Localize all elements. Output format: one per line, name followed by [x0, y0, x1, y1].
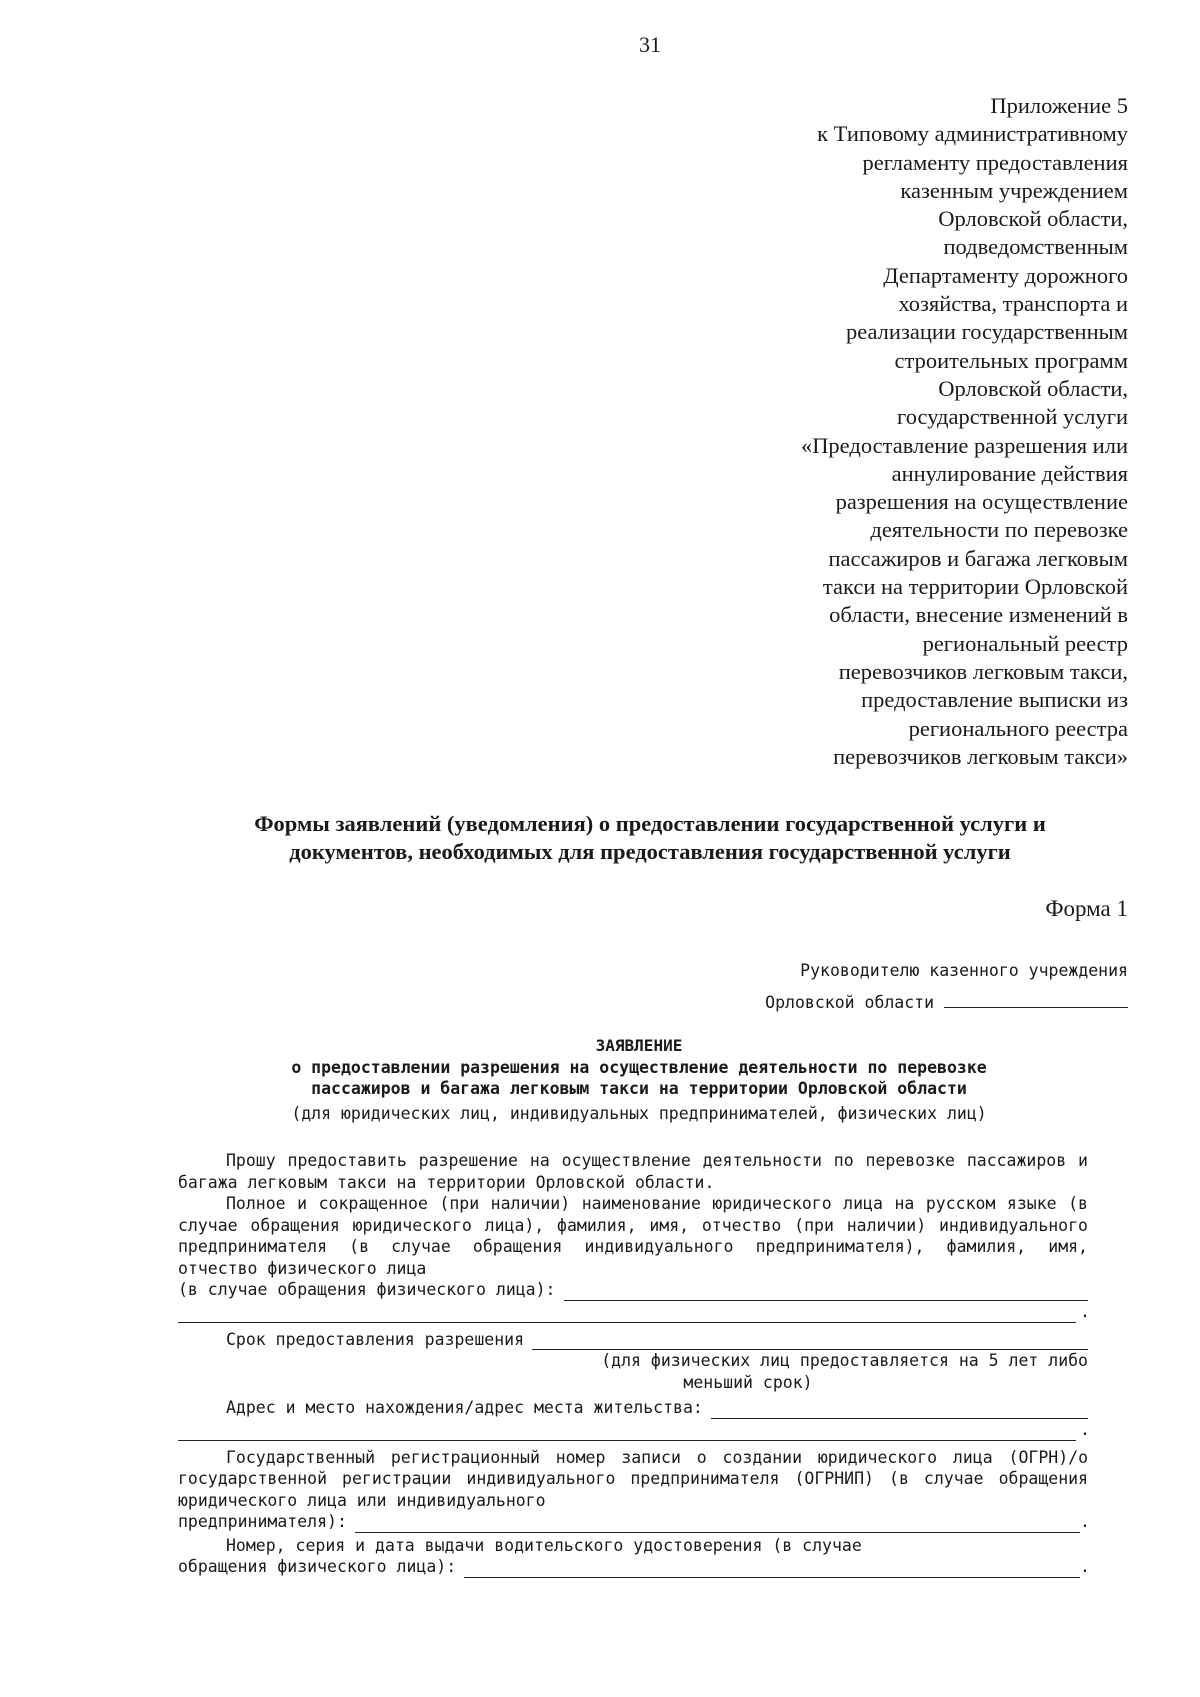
license-field-label: обращения физического лица): — [178, 1557, 457, 1576]
period: . — [1080, 1420, 1090, 1439]
appendix-line: государственной услуги — [897, 404, 1128, 430]
name-field-blank — [564, 1284, 1089, 1301]
address-field-row — [178, 1397, 1088, 1419]
ogrn-field-blank — [355, 1516, 1080, 1533]
appendix-line: Приложение 5 — [990, 93, 1128, 118]
term-field-row — [178, 1329, 1088, 1351]
term-hint: меньший срок) — [683, 1372, 813, 1392]
appendix-line: региональный реестр — [922, 630, 1128, 656]
address-field-blank-2 — [178, 1424, 1076, 1441]
appendix-line: предоставление выписки из — [861, 687, 1128, 713]
appendix-line: регламенту предоставления — [862, 149, 1128, 175]
appendix-line: Департаменту дорожного — [883, 262, 1128, 288]
appendix-line: регионального реестра — [908, 715, 1128, 741]
address-field-continuation — [178, 1419, 1088, 1441]
recipient-name-blank — [944, 991, 1128, 1008]
appendix-line: разрешения на осуществление — [835, 489, 1128, 515]
period: . — [1080, 1302, 1090, 1321]
forms-title — [160, 810, 1140, 866]
appendix-line: перевозчиков легковым такси» — [833, 743, 1128, 769]
appendix-line: области, внесение изменений в — [829, 602, 1128, 628]
term-field-label: Срок предоставления разрешения — [226, 1329, 525, 1349]
license-field-blank — [464, 1561, 1080, 1578]
ogrn-paragraph: Государственный регистрационный номер записи о создании юридического лица (ОГРН)/о государственной регистрации индивидуального предпринимателя (ОГРНИП) (в случае обращения юридического лица или индивидуального — [178, 1447, 1088, 1510]
appendix-line: к Типовому административному — [817, 121, 1128, 147]
license-field-row — [178, 1556, 1088, 1578]
term-field-blank — [532, 1333, 1088, 1350]
address-field-blank — [711, 1402, 1088, 1419]
appendix-line: перевозчиков легковым такси, — [838, 658, 1128, 684]
application-body — [178, 1150, 1088, 1578]
appendix-line: деятельности по перевозке — [870, 517, 1128, 543]
application-note: (для юридических лиц, индивидуальных предпринимателей, физических лиц) — [291, 1104, 987, 1123]
appendix-line: такси на территории Орловской — [822, 574, 1128, 600]
name-field-continuation — [178, 1301, 1088, 1323]
application-subtitle — [178, 1057, 1100, 1099]
name-paragraph: Полное и сокращенное (при наличии) наименование юридического лица на русском языке (в случае обращения юридического лица), фамилия, имя, отчество (при наличии) индивидуального предпринимателя (в случае обращения индивидуального предпринимателя), фамилия, имя, отчество физического лица — [178, 1194, 1088, 1278]
name-field-row — [178, 1279, 1088, 1301]
name-field-blank-2 — [178, 1306, 1076, 1323]
ogrn-field-label: предпринимателя): — [178, 1512, 347, 1531]
appendix-line: Орловской области, — [938, 206, 1128, 232]
recipient-line: Руководителю казенного учреждения — [800, 961, 1128, 980]
appendix-line: подведомственным — [943, 234, 1128, 260]
license-paragraph: Номер, серия и дата выдачи водительского удостоверения (в случае — [226, 1535, 862, 1555]
period: . — [1080, 1512, 1090, 1531]
recipient-region: Орловской области — [765, 993, 935, 1012]
address-field-label: Адрес и место нахождения/адрес места жительства: — [226, 1398, 703, 1417]
application-subtitle-line: о предоставлении разрешения на осуществление деятельности по перевозке — [291, 1058, 987, 1077]
appendix-line: аннулирование действия — [891, 460, 1128, 486]
period: . — [1080, 1557, 1090, 1576]
term-hint: (для физических лиц предоставляется на 5 лет либо — [601, 1351, 1088, 1370]
forms-title-line: Формы заявлений (уведомления) о предоставлении государственной услуги и — [254, 811, 1046, 836]
appendix-line: строительных программ — [894, 347, 1128, 373]
name-field-label: (в случае обращения физического лица): — [178, 1280, 556, 1299]
appendix-block — [608, 92, 1128, 771]
ogrn-field-row — [178, 1511, 1088, 1533]
appendix-line: пассажиров и багажа легковым — [828, 545, 1128, 571]
application-title: ЗАЯВЛЕНИЕ — [595, 1036, 683, 1055]
appendix-line: Орловской области, — [938, 375, 1128, 401]
application-subtitle-line: пассажиров и багажа легковым такси на территории Орловской области — [311, 1079, 967, 1098]
recipient-block — [765, 955, 1128, 1019]
appendix-line: реализации государственным — [845, 319, 1128, 345]
appendix-line: «Предоставление разрешения или — [800, 432, 1128, 458]
form-number: Форма 1 — [1045, 896, 1128, 921]
appendix-line: казенным учреждением — [900, 177, 1128, 203]
forms-title-line: документов, необходимых для предоставления государственной услуги — [289, 839, 1011, 864]
appendix-line: хозяйства, транспорта и — [898, 291, 1128, 317]
recipient-line — [765, 987, 1128, 1019]
page-number: 31 — [639, 32, 661, 57]
request-paragraph: Прошу предоставить разрешение на осуществление деятельности по перевозке пассажиров и багажа легковым такси на территории Орловской области. — [178, 1151, 1088, 1192]
